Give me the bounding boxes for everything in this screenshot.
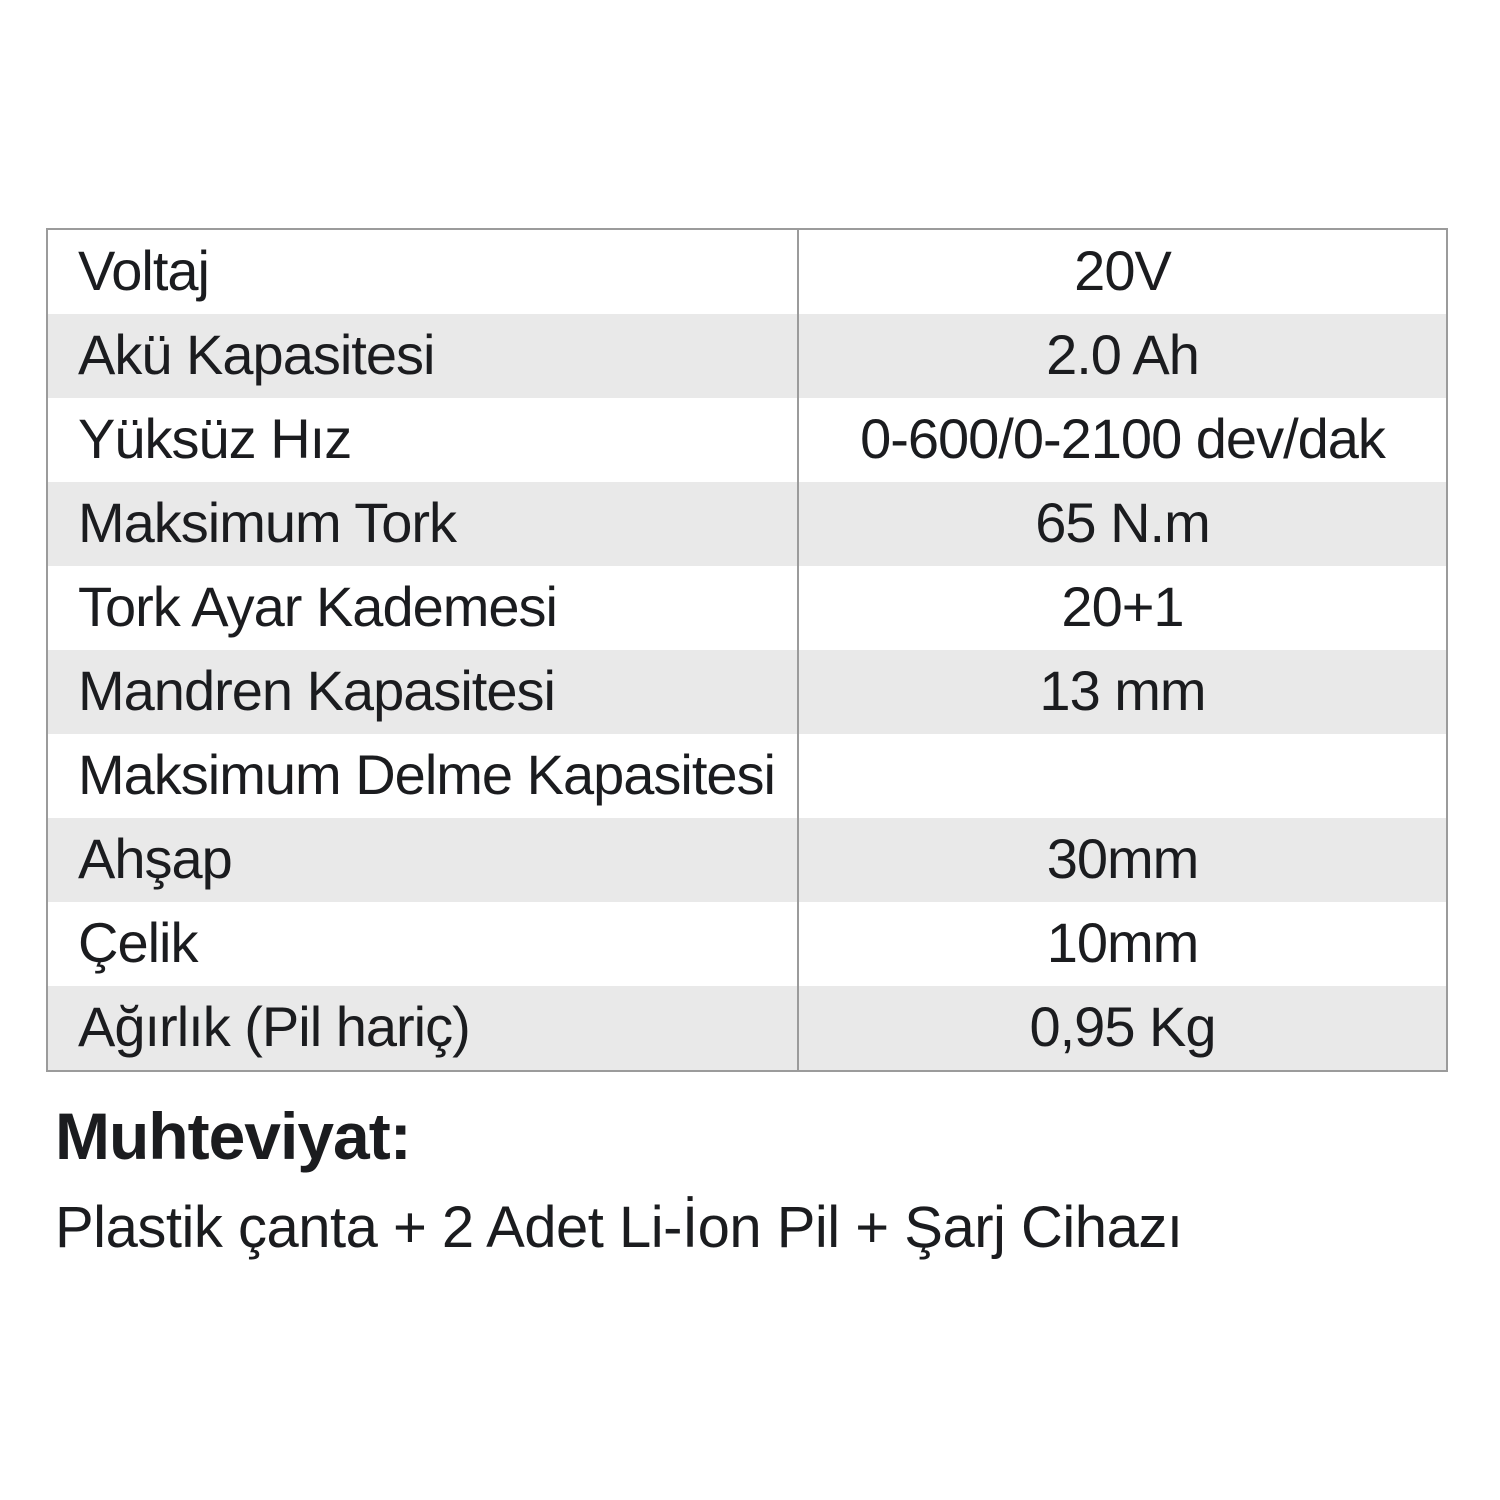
spec-label: Yüksüz Hız — [78, 407, 352, 470]
spec-row-weight — [48, 986, 1446, 1070]
spec-value: 65 N.m — [797, 482, 1446, 566]
spec-row-no-load-speed — [48, 398, 1446, 482]
spec-value: 20+1 — [797, 566, 1446, 650]
spec-row-battery-capacity — [48, 314, 1446, 398]
spec-value: 0,95 Kg — [797, 986, 1446, 1070]
spec-value: 2.0 Ah — [797, 314, 1446, 398]
spec-value: 10mm — [797, 902, 1446, 986]
spec-label: Maksimum Tork — [78, 491, 457, 554]
spec-row-wood — [48, 818, 1446, 902]
spec-row-max-drilling-capacity — [48, 734, 1446, 818]
spec-label: Ağırlık (Pil hariç) — [78, 995, 470, 1058]
spec-label: Ahşap — [78, 827, 232, 890]
spec-value: 30mm — [797, 818, 1446, 902]
spec-row-torque-settings — [48, 566, 1446, 650]
spec-label: Mandren Kapasitesi — [78, 659, 555, 722]
spec-value: 13 mm — [797, 650, 1446, 734]
spec-value — [797, 734, 1446, 818]
contents-section — [55, 1096, 1455, 1266]
spec-label: Akü Kapasitesi — [78, 323, 435, 386]
spec-row-max-torque — [48, 482, 1446, 566]
spec-value: 0-600/0-2100 dev/dak — [797, 398, 1446, 482]
spec-label: Maksimum Delme Kapasitesi — [78, 743, 775, 806]
contents-text: Plastik çanta + 2 Adet Li-İon Pil + Şarj Cihazı — [55, 1195, 1183, 1260]
spec-value: 20V — [797, 230, 1446, 314]
spec-label: Tork Ayar Kademesi — [78, 575, 557, 638]
spec-label: Voltaj — [78, 239, 209, 302]
spec-label: Çelik — [78, 911, 198, 974]
spec-row-voltage — [48, 230, 1446, 314]
spec-row-chuck-capacity — [48, 650, 1446, 734]
spec-row-steel — [48, 902, 1446, 986]
contents-heading: Muhteviyat: — [55, 1099, 411, 1173]
spec-table — [46, 228, 1448, 1072]
